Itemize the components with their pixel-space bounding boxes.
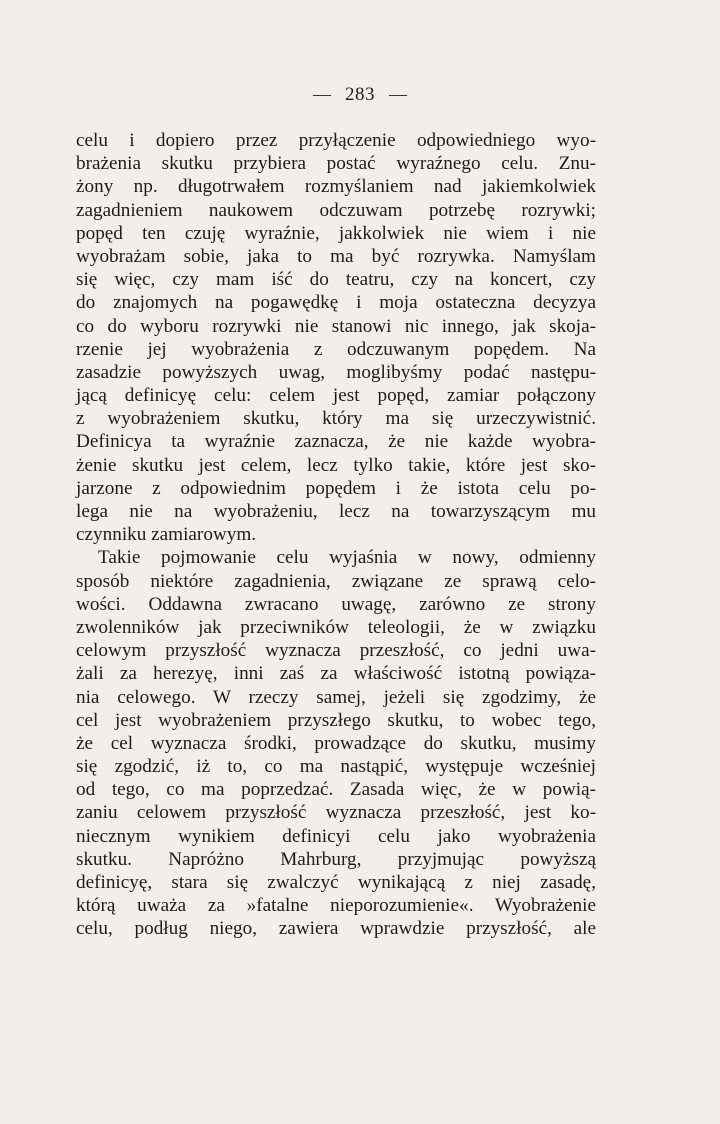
- page-number: 283: [345, 84, 375, 105]
- text-line: zwolenników jak przeciwników teleologii, że w związku: [76, 616, 596, 638]
- text-line: celu i dopiero przez przyłączenie odpowiedniego wyo-: [76, 130, 596, 151]
- text-line: zaniu celowem przyszłość wyznacza przeszłość, jest ko-: [76, 802, 596, 824]
- text-line: Takie pojmowanie celu wyjaśnia w nowy, odmienny: [98, 547, 596, 569]
- text-line: zasadzie powyższych uwag, moglibyśmy podać następu-: [76, 361, 596, 383]
- text-line: celowym przyszłość wyznacza przeszłość, co jedni uwa-: [76, 640, 596, 662]
- page-header: [0, 84, 720, 106]
- text-line: jącą definicyę celu: celem jest popęd, zamiar połączony: [76, 385, 596, 407]
- text-line: skutku. Napróżno Mahrburg, przyjmując powyższą: [76, 848, 596, 870]
- text-line: Definicya ta wyraźnie zaznacza, że nie każde wyobra-: [76, 431, 596, 453]
- text-line: brażenia skutku przybiera postać wyraźnego celu. Znu-: [76, 153, 596, 175]
- text-line: się zgodzić, iż to, co ma nastąpić, występuje wcześniej: [76, 756, 596, 778]
- text-line: jarzone z odpowiednim popędem i że istota celu po-: [76, 477, 596, 499]
- text-line: co do wyboru rozrywki nie stanowi nic innego, jak skoja-: [76, 315, 596, 337]
- text-line: wości. Oddawna zwracano uwagę, zarówno ze strony: [76, 593, 596, 615]
- text-line: się więc, czy mam iść do teatru, czy na koncert, czy: [76, 269, 596, 291]
- header-dash-right: [389, 95, 407, 96]
- body-text: [76, 129, 596, 941]
- text-line: żenie skutku jest celem, lecz tylko takie, które jest sko-: [76, 454, 596, 476]
- text-line: od tego, co ma poprzedzać. Zasada więc, że w powią-: [76, 779, 596, 801]
- text-line: czynniku zamiarowym.: [76, 524, 257, 546]
- text-line: popęd ten czuję wyraźnie, jakkolwiek nie wiem i nie: [76, 222, 596, 244]
- text-line: niecznym wynikiem definicyi celu jako wyobrażenia: [76, 825, 596, 847]
- header-dash-left: [313, 95, 331, 96]
- text-line: definicyę, stara się zwalczyć wynikającą z niej zasadę,: [76, 872, 596, 893]
- text-line: wyobrażam sobie, jaka to ma być rozrywka. Namyślam: [76, 245, 596, 267]
- text-line: celu, podług niego, zawiera wprawdzie przyszłość, ale: [76, 918, 596, 940]
- text-line: że cel wyznacza środki, prowadzące do skutku, musimy: [76, 732, 596, 754]
- text-line: żali za herezyę, inni zaś za właściwość istotną powiąza-: [76, 663, 596, 685]
- text-line: rzenie jej wyobrażenia z odczuwanym popędem. Na: [76, 338, 596, 360]
- text-line: do znajomych na pogawędkę i moja ostateczna decyzya: [76, 292, 596, 314]
- text-line: lega nie na wyobrażeniu, lecz na towarzyszącym mu: [76, 501, 596, 522]
- text-line: sposób niektóre zagadnienia, związane ze sprawą celo-: [76, 570, 596, 592]
- text-line: zagadnieniem naukowem odczuwam potrzebę rozrywki;: [76, 199, 596, 221]
- text-line: żony np. długotrwałem rozmyślaniem nad jakiemkolwiek: [76, 176, 596, 198]
- text-line: nia celowego. W rzeczy samej, jeżeli się zgodzimy, że: [76, 686, 596, 708]
- text-line: cel jest wyobrażeniem przyszłego skutku, to wobec tego,: [76, 709, 596, 731]
- text-line: którą uważa za »fatalne nieporozumienie«. Wyobrażenie: [76, 895, 596, 917]
- text-line: z wyobrażeniem skutku, który ma się urzeczywistnić.: [76, 408, 596, 430]
